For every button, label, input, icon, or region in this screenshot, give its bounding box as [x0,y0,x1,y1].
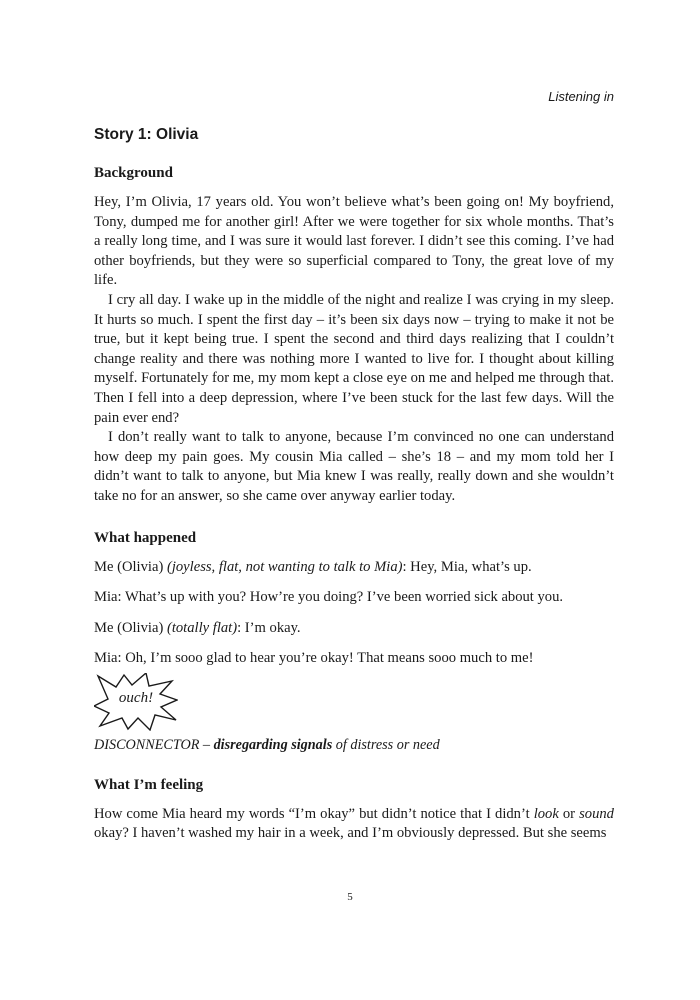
dialog-speaker: Me (Olivia) [94,558,164,575]
running-head: Listening in [548,89,614,104]
dialog-speaker: Mia: Oh, I’m sooo glad to hear you’re okay! That means sooo much to me! [94,650,534,667]
dialog-speaker: Mia: What’s up with you? How’re you doing? I’ve been worried sick about you. [94,589,564,606]
dialog-speech: : Hey, Mia, what’s up. [402,558,532,575]
disconnector-rest: of distress or need [332,736,440,753]
what-happened-heading: What happened [94,529,197,546]
emphasis-sound: sound [579,805,614,822]
disconnector-line [94,737,614,754]
dialog-speaker: Me (Olivia) [94,619,164,636]
stage-direction: (joyless, flat, not wanting to talk to Mia) [166,558,403,575]
dialog-speech: : I’m okay. [237,619,301,636]
dialog-line-3 [94,619,614,639]
emphasis-look: look [533,805,559,822]
disconnector-bold: disregarding signals [213,736,333,753]
background-paragraph-1: Hey, I’m Olivia, 17 years old. You won’t believe what’s been going on! My boyfriend, Tony, dumped me for another girl! After we were together for six whole months. That’s a really long time, and I was sure it would last forever. I didn’t see this coming. I’ve had other boyfriends, but they were so superficial compared to Tony, the great love of my life. [94,194,614,289]
ouch-burst [94,673,178,731]
disconnector-label: DISCONNECTOR – [94,736,214,753]
feeling-heading: What I’m feeling [94,776,204,793]
feeling-text: or [558,805,580,822]
page-content [94,126,614,844]
dialog-line-1 [94,558,614,578]
feeling-text: How come Mia heard my words “I’m okay” but didn’t notice that I didn’t [94,805,534,822]
dialog-line-4 [94,649,614,669]
feeling-text: okay? I haven’t washed my hair in a week, and I’m obviously depressed. But she seems [94,825,607,842]
stage-direction: (totally flat) [166,619,238,636]
background-heading: Background [94,165,173,181]
ouch-label: ouch! [118,689,154,706]
dialog-line-2 [94,588,614,608]
feeling-paragraph [94,805,614,844]
page-number: 5 [347,891,353,903]
background-paragraph-3: I don’t really want to talk to anyone, because I’m convinced no one can understand how deep my pain goes. My cousin Mia called – she’s 18 – and my mom told her I didn’t want to talk to anyone, but Mia knew I was really, really down and she wouldn’t take no for an answer, so she came over anyway earlier today. [94,429,614,504]
background-paragraph-2: I cry all day. I wake up in the middle of the night and realize I was crying in my sleep. It hurts so much. I spent the first day – it’s been six days now – trying to make it not be true, but it kept being true. I spent the second and third days realizing that I couldn’t change reality and there was nothing more I wanted to live for. I thought about killing myself. Fortunately for me, my mom kept a close eye on me and helped me through that. Then I fell into a deep depression, where I’ve been stuck for the last few days. Will the pain ever end? [94,291,614,426]
story-title: Story 1: Olivia [94,126,199,143]
